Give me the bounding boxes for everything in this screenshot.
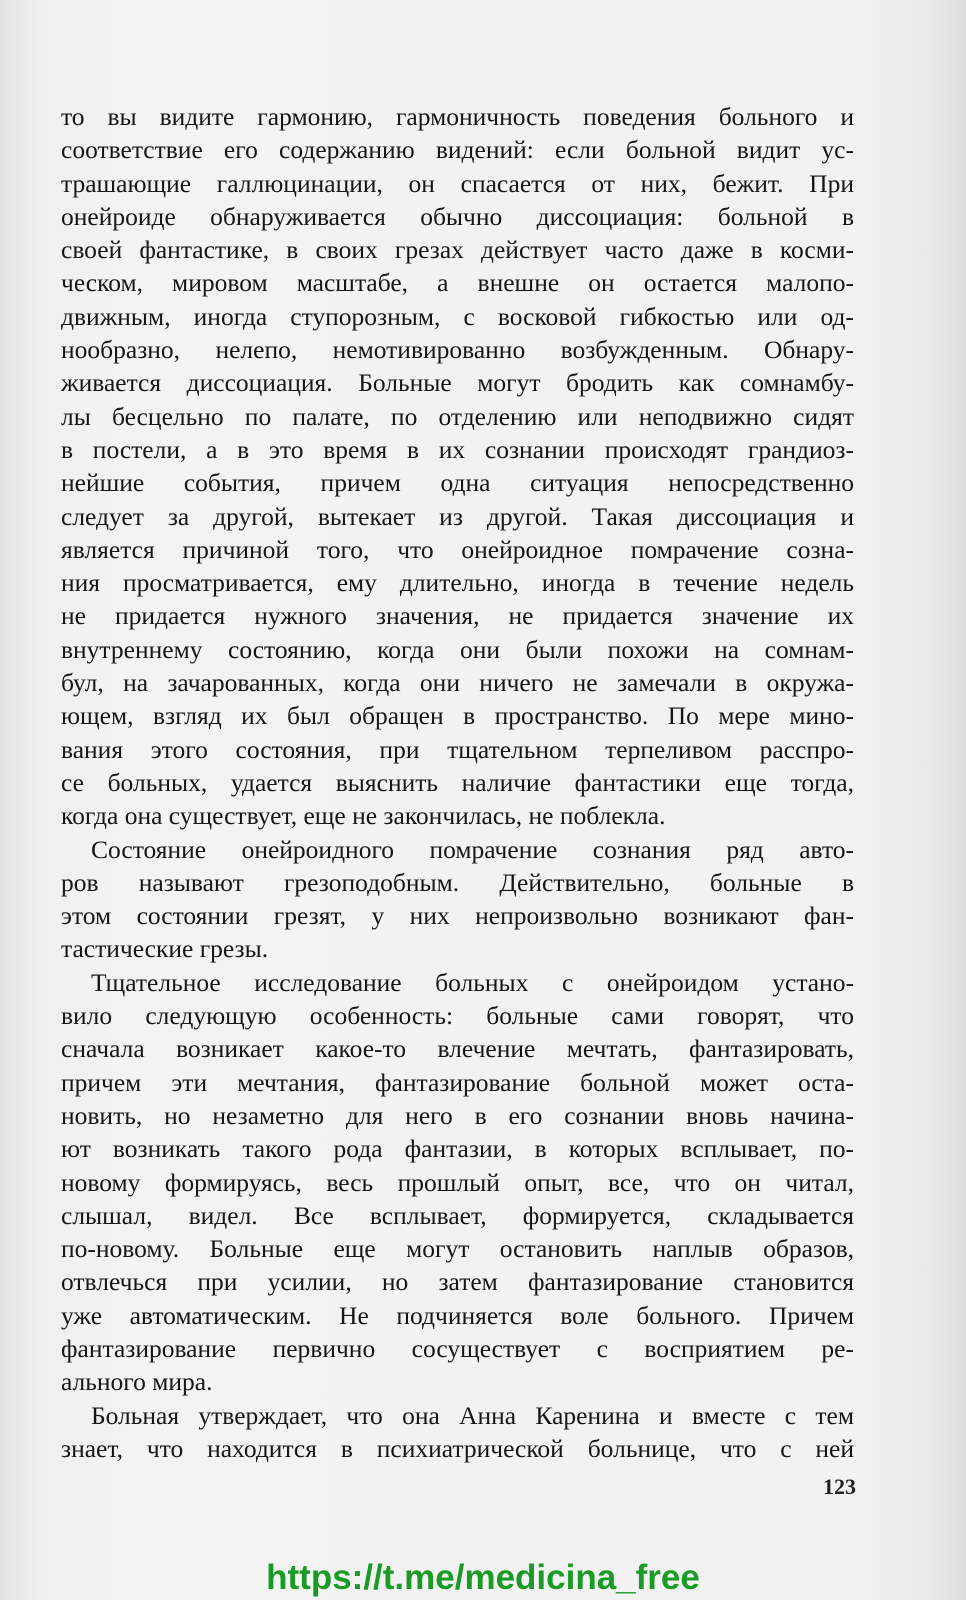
text-line: слышал, видел. Все всплывает, формируется, складывается [61, 1200, 854, 1230]
body-text [61, 100, 854, 1465]
text-line: ющем, взгляд их был обращен в пространство. По мере мино- [61, 701, 854, 731]
text-line: новить, но незаметно для него в его сознании вновь начина- [61, 1100, 854, 1130]
text-line: трашающие галлюцинации, он спасается от них, бежит. При [61, 168, 854, 198]
text-line: ров называют грезоподобным. Действительно, больные в [61, 867, 854, 897]
text-line: бул, на зачарованных, когда они ничего не замечали в окружа- [61, 668, 854, 698]
text-line: Тщательное исследование больных с онейроидом устано- [91, 967, 854, 997]
text-line: вило следующую особенность: больные сами говорят, что [61, 1001, 854, 1031]
text-line: нейшие события, причем одна ситуация непосредственно [61, 468, 854, 498]
text-line: внутреннему состоянию, когда они были похожи на сомнам- [61, 634, 854, 664]
text-line: знает, что находится в психиатрической больнице, что с ней [61, 1433, 854, 1463]
paragraph [61, 1399, 854, 1466]
text-line: этом состоянии грезят, у них непроизвольно возникают фан- [61, 901, 854, 931]
text-line: нообразно, нелепо, немотивированно возбужденным. Обнару- [61, 335, 854, 365]
paragraph [61, 966, 854, 1399]
text-line: по-новому. Больные еще могут остановить наплыв образов, [61, 1234, 854, 1264]
text-line: не придается нужного значения, не придается значение их [61, 601, 854, 631]
text-line: се больных, удается выяснить наличие фантастики еще тогда, [61, 767, 854, 797]
footer-link[interactable]: https://t.me/medicina_free [266, 1558, 700, 1597]
text-line: ния просматривается, ему длительно, иногда в течение недель [61, 568, 854, 598]
text-line: сначала возникает какое-то влечение мечтать, фантазировать, [61, 1034, 854, 1064]
text-line: движным, иногда ступорозным, с восковой гибкостью или од- [61, 301, 854, 331]
text-line: вания этого состояния, при тщательном терпеливом расспро- [61, 734, 854, 764]
text-line: ческом, мировом масштабе, а внешне он остается малопо- [61, 268, 854, 298]
text-line: ют возникать такого рода фантазии, в которых всплывает, по- [61, 1134, 854, 1164]
text-line: своей фантастике, в своих грезах действует часто даже в косми- [61, 235, 854, 265]
paragraph [61, 833, 854, 966]
paragraph [61, 100, 854, 833]
page-number: 123 [823, 1474, 856, 1499]
text-line: когда она существует, еще не закончилась, не поблекла. [61, 801, 666, 831]
text-line: причем эти мечтания, фантазирование больной может оста- [61, 1067, 854, 1097]
text-line: живается диссоциация. Больные могут бродить как сомнамбу- [61, 368, 854, 398]
text-line: является причиной того, что онейроидное помрачение созна- [61, 534, 854, 564]
text-line: фантазирование первично сосуществует с восприятием ре- [61, 1333, 854, 1363]
text-line: онейроиде обнаруживается обычно диссоциация: больной в [61, 201, 854, 231]
text-line: отвлечься при усилии, но затем фантазирование становится [61, 1267, 854, 1297]
text-line: следует за другой, вытекает из другой. Такая диссоциация и [61, 501, 854, 531]
text-line: новому формируясь, весь прошлый опыт, все, что он читал, [61, 1167, 854, 1197]
text-line: Состояние онейроидного помрачение сознания ряд авто- [91, 834, 854, 864]
text-line: соответствие его содержанию видений: если больной видит ус- [61, 135, 854, 165]
text-line: то вы видите гармонию, гармоничность поведения больного и [61, 102, 854, 131]
text-line: тастические грезы. [61, 934, 269, 964]
text-line: в постели, а в это время в их сознании происходят грандиоз- [61, 434, 854, 464]
text-line: ального мира. [61, 1367, 213, 1397]
text-line: Больная утверждает, что она Анна Каренина и вместе с тем [91, 1400, 854, 1430]
text-line: уже автоматическим. Не подчиняется воле больного. Причем [61, 1300, 854, 1330]
text-line: лы бесцельно по палате, по отделению или неподвижно сидят [61, 401, 854, 431]
